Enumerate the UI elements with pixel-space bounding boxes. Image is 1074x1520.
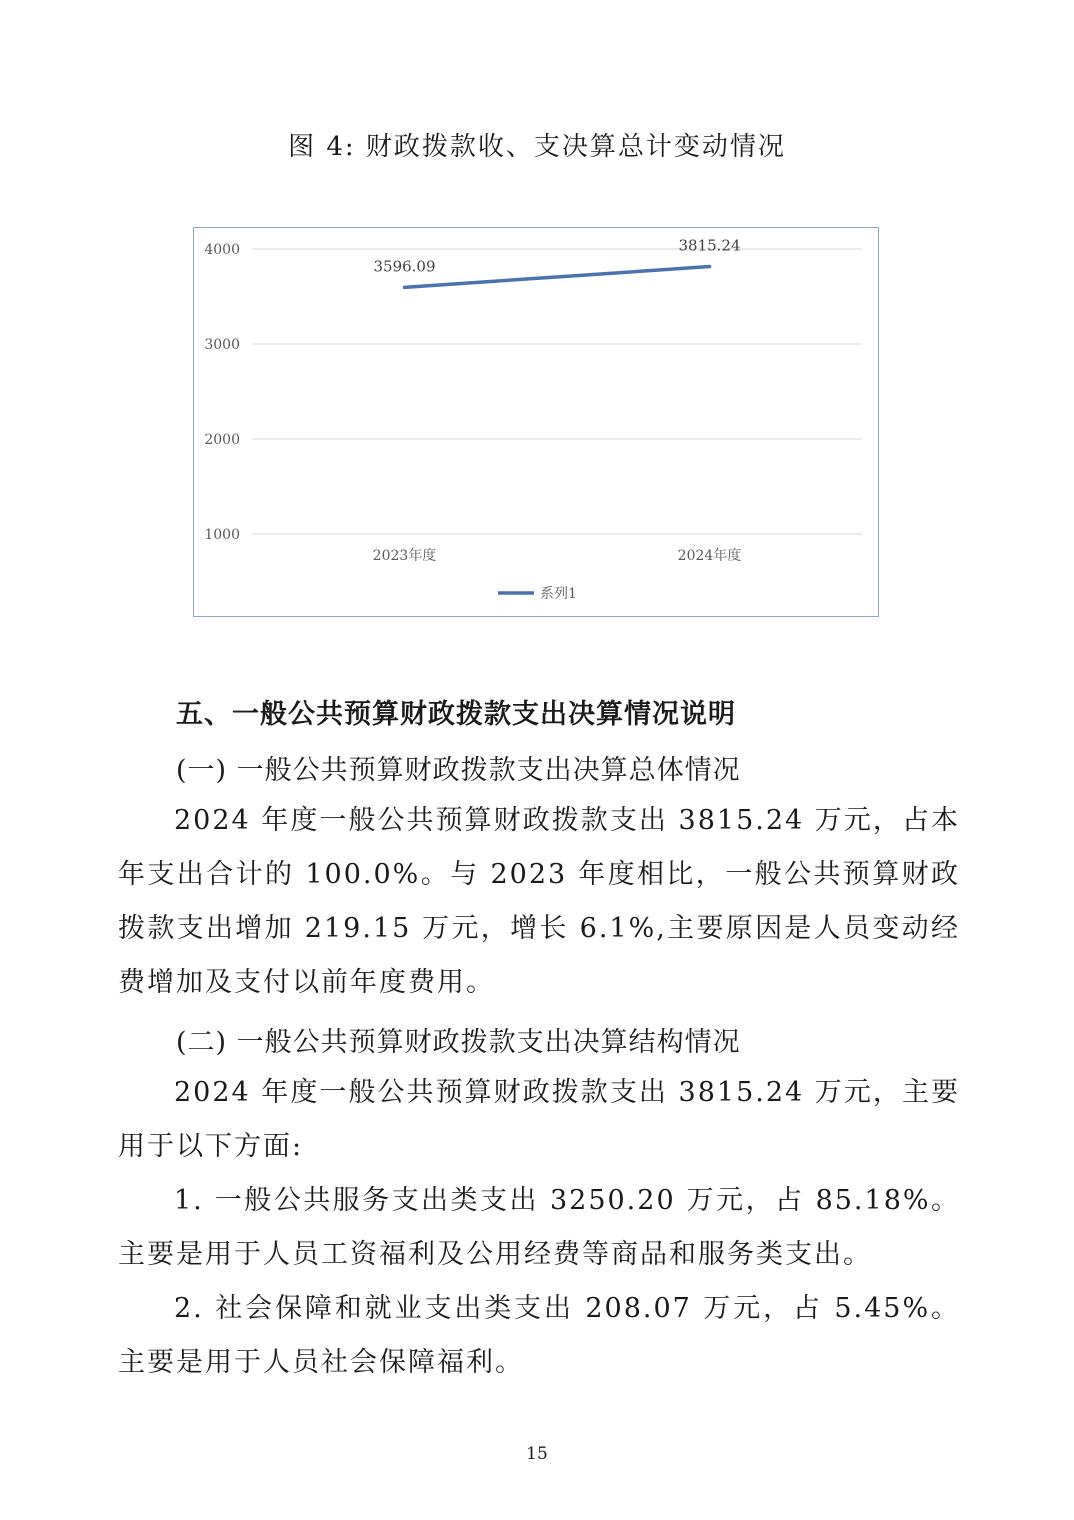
paragraph-overall: 2024 年度一般公共预算财政拨款支出 3815.24 万元，占本年支出合计的 100.0%。与 2023 年度相比，一般公共预算财政拨款支出增加 219.15 万元，增长 6.1%,主要原因是人员变动经费增加及支付以前年度费用。 bbox=[118, 805, 960, 998]
chart-canvas bbox=[194, 228, 880, 618]
data-label: 3596.09 bbox=[373, 257, 436, 276]
data-label: 3815.24 bbox=[678, 236, 741, 255]
subsection-heading-2: (二) 一般公共预算财政拨款支出决算结构情况 bbox=[176, 1027, 741, 1058]
y-tick-label: 3000 bbox=[204, 337, 240, 353]
paragraph-item-2: 2. 社会保障和就业支出类支出 208.07 万元，占 5.45%。主要是用于人员社会保障福利。 bbox=[118, 1293, 960, 1378]
section-heading: 五、一般公共预算财政拨款支出决算情况说明 bbox=[176, 699, 736, 730]
legend-label: 系列1 bbox=[540, 586, 577, 602]
x-tick-label: 2024年度 bbox=[677, 548, 742, 564]
x-tick-label: 2023年度 bbox=[372, 548, 437, 564]
page-number: 15 bbox=[526, 1444, 548, 1464]
y-tick-label: 1000 bbox=[204, 527, 240, 543]
y-tick-label: 2000 bbox=[204, 432, 240, 448]
line-chart bbox=[193, 227, 879, 617]
paragraph-structure: 2024 年度一般公共预算财政拨款支出 3815.24 万元，主要用于以下方面: bbox=[118, 1077, 960, 1162]
y-tick-label: 4000 bbox=[204, 242, 240, 258]
figure-caption: 图 4: 财政拨款收、支决算总计变动情况 bbox=[288, 132, 786, 162]
subsection-heading-1: (一) 一般公共预算财政拨款支出决算总体情况 bbox=[176, 755, 741, 786]
series-line bbox=[405, 267, 710, 288]
paragraph-item-1: 1. 一般公共服务支出类支出 3250.20 万元，占 85.18%。主要是用于人员工资福利及公用经费等商品和服务类支出。 bbox=[118, 1185, 960, 1270]
